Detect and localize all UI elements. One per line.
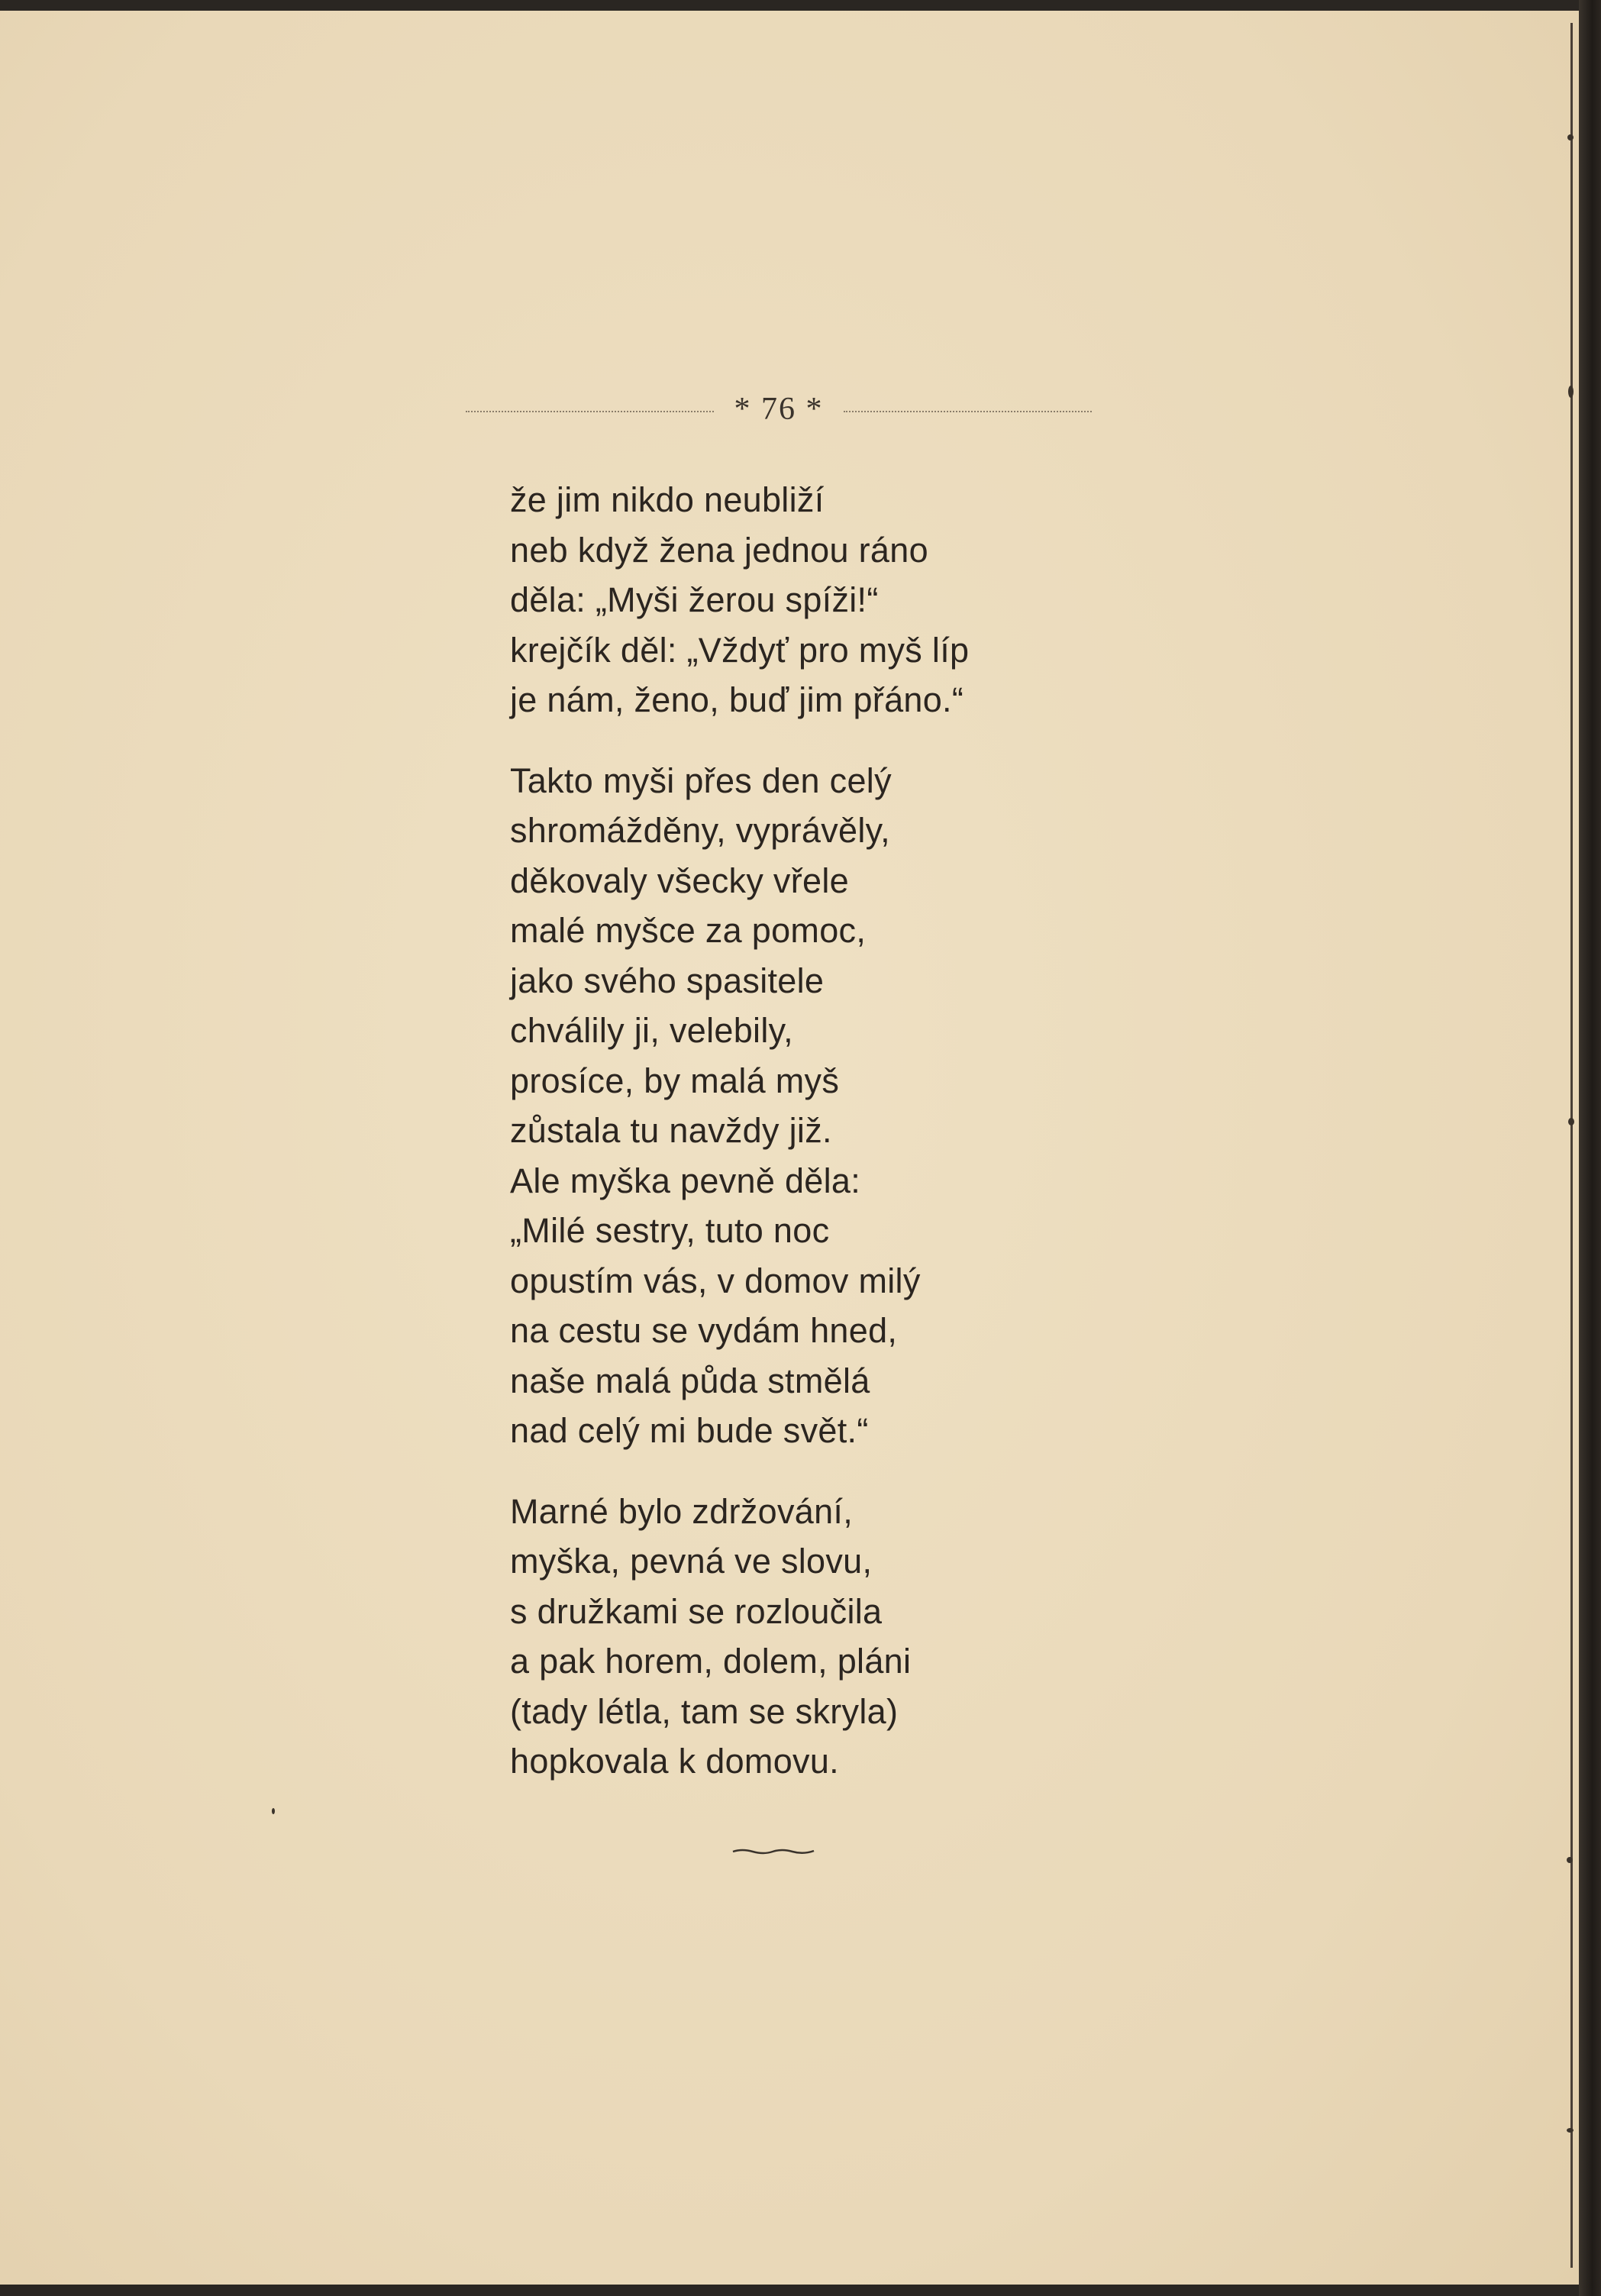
poem-line: je nám, ženo, buď jim přáno.“ xyxy=(510,680,964,719)
poem-text xyxy=(510,475,1090,1817)
poem-line: a pak horem, dolem, pláni xyxy=(510,1642,912,1681)
poem-line: Ale myška pevně děla: xyxy=(510,1161,861,1200)
poem-line: neb když žena jednou ráno xyxy=(510,530,928,570)
poem-line: nad celý mi bude svět.“ xyxy=(510,1411,869,1450)
page-number: * 76 * xyxy=(734,392,824,427)
poem-line: (tady létla, tam se skryla) xyxy=(510,1691,899,1731)
stanza-1 xyxy=(510,475,1090,725)
poem-line: s družkami se rozloučila xyxy=(510,1591,883,1631)
header-rule-left xyxy=(466,411,714,412)
poem-line: chválily ji, velebily, xyxy=(510,1011,793,1050)
poem-line: děkovaly všecky vřele xyxy=(510,861,849,900)
poem-line: krejčík děl: „Vždyť pro myš líp xyxy=(510,630,970,670)
paper-speck xyxy=(272,1808,275,1814)
page-header xyxy=(466,391,1092,429)
poem-line: prosíce, by malá myš xyxy=(510,1061,840,1100)
poem-line: na cestu se vydám hned, xyxy=(510,1311,898,1350)
book-spine-edge xyxy=(1579,0,1601,2296)
paper-speck xyxy=(1568,1118,1574,1125)
poem-line: jako svého spasitele xyxy=(510,961,825,1000)
poem-line: shromážděny, vyprávěly, xyxy=(510,811,890,850)
poem-line: Takto myši přes den celý xyxy=(510,760,892,800)
paper-speck xyxy=(1567,134,1574,140)
end-ornament xyxy=(731,1846,815,1855)
paper-speck xyxy=(1568,386,1574,398)
poem-line: že jim nikdo neubliží xyxy=(510,480,825,519)
poem-line: hopkovala k domovu. xyxy=(510,1742,839,1781)
poem-line: děla: „Myši žerou spíži!“ xyxy=(510,580,879,619)
paper-speck xyxy=(1567,2128,1574,2133)
poem-line: malé myšce za pomoc, xyxy=(510,911,867,950)
poem-line: „Milé sestry, tuto noc xyxy=(510,1211,830,1250)
poem-line: zůstala tu navždy již. xyxy=(510,1111,832,1150)
paper-speck xyxy=(1567,1857,1573,1863)
stanza-3 xyxy=(510,1487,1090,1787)
poem-line: naše malá půda stmělá xyxy=(510,1361,870,1400)
poem-line: opustím vás, v domov milý xyxy=(510,1261,921,1300)
stanza-2 xyxy=(510,756,1090,1456)
poem-line: myška, pevná ve slovu, xyxy=(510,1542,873,1581)
header-rule-right xyxy=(844,411,1092,412)
page-binding-edge xyxy=(1570,23,1573,2268)
poem-line: Marné bylo zdržování, xyxy=(510,1491,854,1531)
